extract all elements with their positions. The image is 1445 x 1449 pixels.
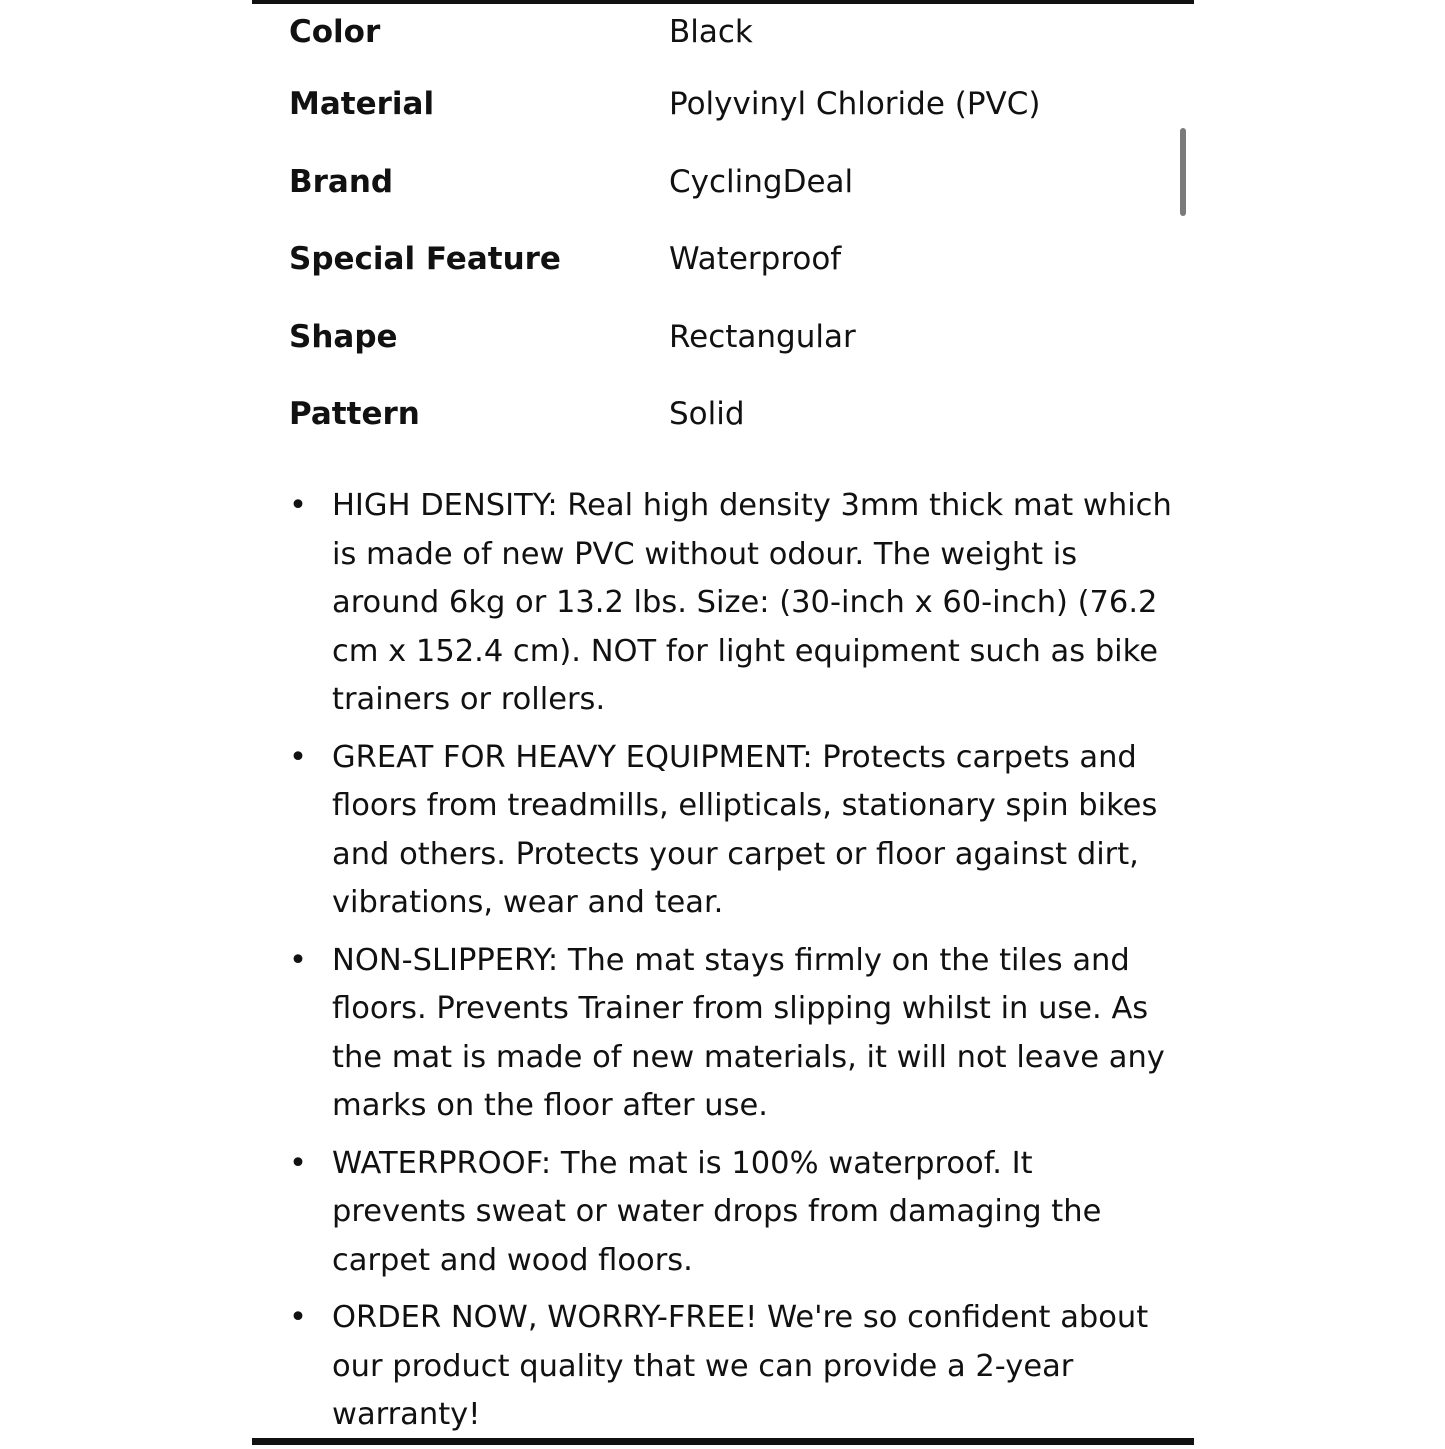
spec-label: Brand xyxy=(289,163,394,200)
bullet-text: HIGH DENSITY: Real high density 3mm thick mat which is made of new PVC without odour. The weight is around 6kg or 13.2 lbs. Size: (30-inch x 60-inch) (76.2 cm x 152.4 cm). NOT for light equipment such as bike trainers or rollers. xyxy=(332,488,1172,717)
spec-value: Rectangular xyxy=(669,318,856,355)
scrollbar-thumb[interactable] xyxy=(1180,128,1186,216)
spec-row-color xyxy=(289,0,1169,72)
spec-row-pattern xyxy=(289,382,1169,460)
bullet-text: ORDER NOW, WORRY-FREE! We're so confident about our product quality that we can provide a 2-year warranty! xyxy=(332,1300,1149,1432)
list-item xyxy=(289,734,1172,928)
bullet-icon: • xyxy=(289,1300,307,1335)
spec-value: Polyvinyl Chloride (PVC) xyxy=(669,86,1041,122)
list-item xyxy=(289,1140,1172,1286)
spec-value: Solid xyxy=(669,396,745,432)
spec-value: Waterproof xyxy=(669,241,842,277)
bullet-text: WATERPROOF: The mat is 100% waterproof. It prevents sweat or water drops from damaging the carpet and wood floors. xyxy=(332,1145,1102,1278)
spec-row-brand xyxy=(289,150,1169,228)
spec-label: Material xyxy=(289,86,435,122)
spec-label: Color xyxy=(289,14,381,50)
spec-label: Shape xyxy=(289,318,398,355)
bullet-icon: • xyxy=(289,942,307,978)
product-details-screen xyxy=(252,0,1194,1445)
spec-row-special-feature xyxy=(289,227,1169,305)
bullet-icon: • xyxy=(289,488,307,523)
bullet-text: NON-SLIPPERY: The mat stays firmly on the tiles and floors. Prevents Trainer from slipping whilst in use. As the mat is made of new materials, it will not leave any marks on the floor after use. xyxy=(332,942,1165,1123)
spec-value: Black xyxy=(669,14,753,50)
spec-row-shape xyxy=(289,305,1169,383)
bullet-text: GREAT FOR HEAVY EQUIPMENT: Protects carpets and floors from treadmills, ellipticals, stationary spin bikes and others. Protects your carpet or floor against dirt, vibrations, wear and tear. xyxy=(332,739,1158,920)
bullet-icon: • xyxy=(289,1145,307,1181)
list-item xyxy=(289,1294,1172,1440)
list-item xyxy=(289,937,1172,1131)
spec-value: CyclingDeal xyxy=(669,163,854,200)
list-item xyxy=(289,482,1172,725)
spec-label: Special Feature xyxy=(289,241,561,277)
product-spec-table xyxy=(289,0,1169,460)
spec-row-material xyxy=(289,72,1169,150)
feature-bullet-list xyxy=(289,482,1172,1449)
spec-label: Pattern xyxy=(289,396,420,432)
bottom-divider xyxy=(252,1438,1194,1445)
bullet-icon: • xyxy=(289,739,307,775)
